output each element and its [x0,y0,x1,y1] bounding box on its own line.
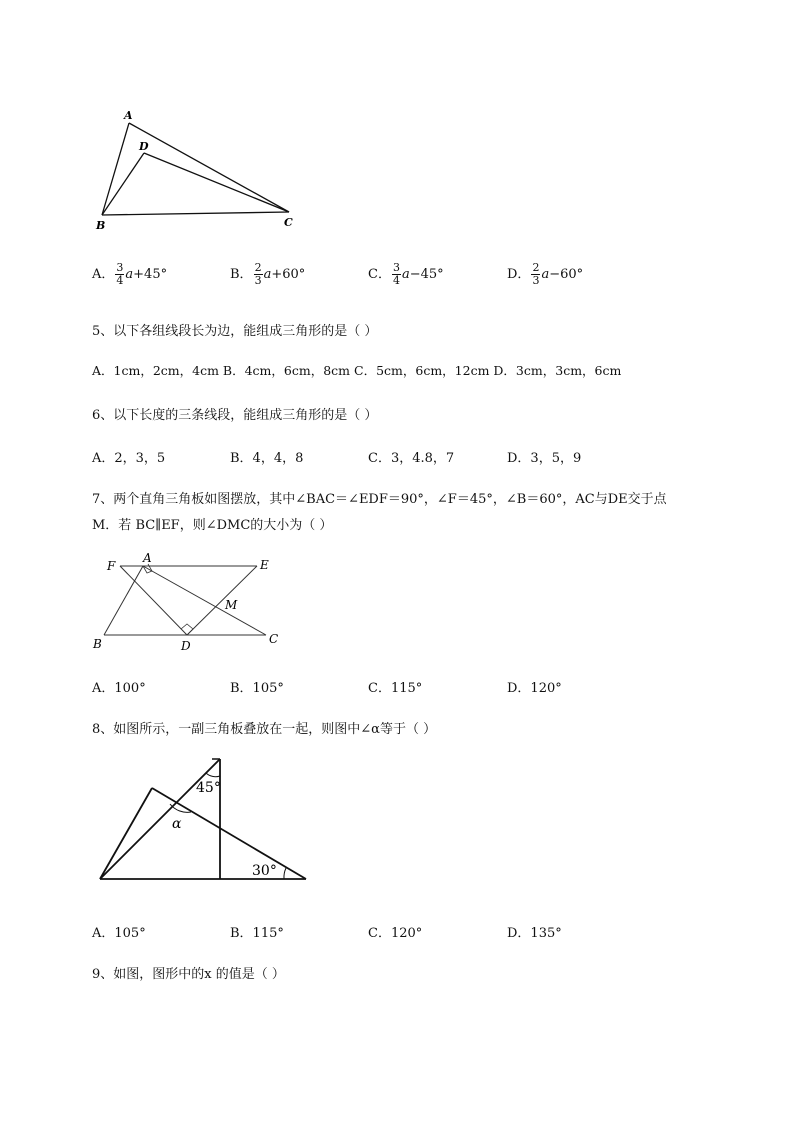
q6-option-c[interactable]: C．3，4.8，7 [368,451,455,466]
question-8-text: 8、如图所示，一副三角板叠放在一起，则图中∠α等于（ ） [92,722,437,737]
segment-de [187,566,257,635]
label-d: D [181,639,191,653]
segment-ab [102,123,129,215]
q8-option-d[interactable]: D．135° [507,926,562,941]
fraction: $\frac{2}{3}$ [532,261,540,287]
label-f: F [107,559,116,573]
question-7-line-1: 7、两个直角三角板如图摆放，其中∠BAC＝∠EDF＝90°，∠F＝45°，∠B＝60°，AC与DE交于点 [92,492,667,507]
question-7-line-2: M．若 BC∥EF，则∠DMC的大小为（ ） [92,518,333,533]
label-a: A [143,551,152,565]
q4-option-d[interactable]: D． $\frac{2}{3}$ a−60° [507,261,584,287]
q8-option-c[interactable]: C．120° [368,926,423,941]
fraction: $\frac{3}{4}$ [392,261,400,287]
label-b: B [96,219,106,232]
question-5-text: 5、以下各组线段长为边，能组成三角形的是（ ） [92,324,378,339]
question-5-options: A．1cm，2cm，4cm B．4cm，6cm，8cm C．5cm，6cm，12cm D．3cm，3cm，6cm [92,363,622,378]
label-a: A [124,109,133,122]
triangle-abc-figure [90,100,310,240]
segment-ac [143,566,266,635]
label-m: M [225,598,238,612]
label-45-degrees: 45° [196,780,221,796]
q8-option-b[interactable]: B．115° [230,926,284,941]
hypotenuse-45 [100,759,220,879]
q6-option-d[interactable]: D．3，5，9 [507,451,582,466]
set-squares-figure-q8 [90,750,320,890]
q8-option-a[interactable]: A．105° [92,926,146,941]
question-9-text: 9、如图，图形中的x 的值是（ ） [92,967,285,982]
segment-dc [144,153,289,212]
arc-30 [284,868,286,879]
q4-option-a[interactable]: A． $\frac{3}{4}$ a+45° [92,261,168,287]
segment-bd [102,153,144,215]
label-b: B [93,637,102,651]
q4-option-c[interactable]: C． $\frac{3}{4}$ a−45° [368,261,444,287]
right-angle-d [181,624,193,635]
hypotenuse-30 [152,788,306,879]
segment-ac [129,123,289,212]
q7-option-b[interactable]: B．105° [230,681,284,696]
segment-ba [104,566,143,635]
segment-fd [120,566,187,635]
set-squares-figure-q7 [90,548,290,658]
q6-option-b[interactable]: B．4，4，8 [230,451,304,466]
q7-option-d[interactable]: D．120° [507,681,562,696]
segment-bc [102,212,289,215]
q7-option-c[interactable]: C．115° [368,681,423,696]
fraction: $\frac{2}{3}$ [254,261,262,287]
q7-option-a[interactable]: A．100° [92,681,146,696]
label-c: C [284,216,293,229]
label-e: E [260,558,269,572]
fraction: $\frac{3}{4}$ [116,261,124,287]
label-d: D [139,140,149,153]
label-alpha: α [172,816,182,832]
label-c: C [269,632,279,646]
label-30-degrees: 30° [252,863,277,879]
q6-option-a[interactable]: A．2，3，5 [92,451,166,466]
question-6-text: 6、以下长度的三条线段，能组成三角形的是（ ） [92,408,378,423]
short-leg-30 [100,788,152,879]
arc-45 [206,773,220,777]
q4-option-b[interactable]: B． $\frac{2}{3}$ a+60° [230,261,306,287]
